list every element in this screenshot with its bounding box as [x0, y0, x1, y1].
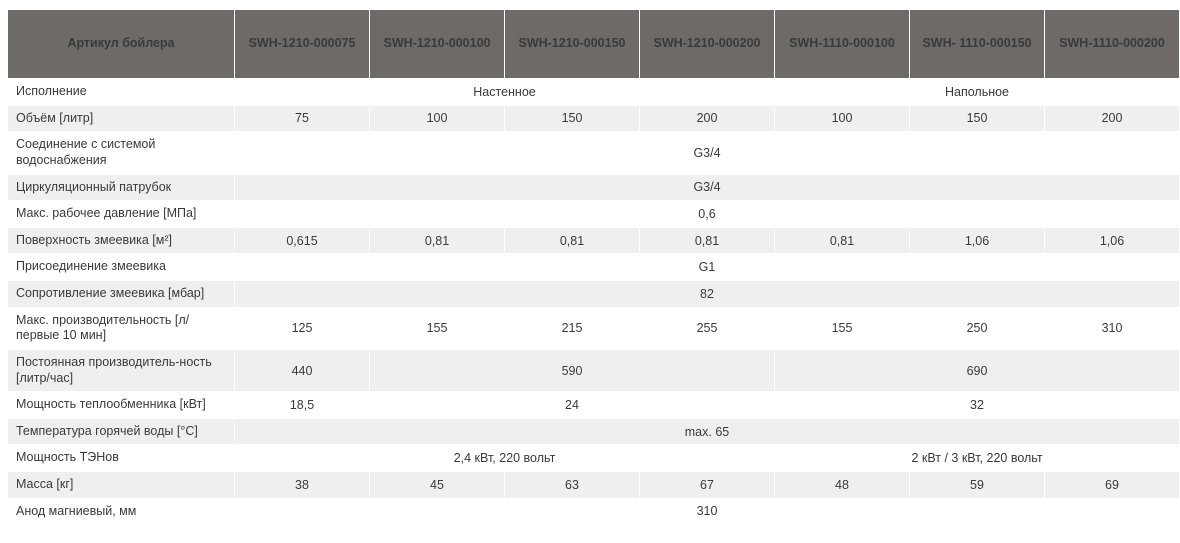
table-row [8, 498, 1180, 525]
row-label: Циркуляционный патрубок [8, 174, 235, 201]
row-label: Температура горячей воды [°С] [8, 418, 235, 445]
row-value: 59 [910, 472, 1045, 499]
table-row [8, 254, 1180, 281]
header-cell-model-2: SWH-1210-000150 [505, 10, 640, 79]
row-label: Присоединение змеевика [8, 254, 235, 281]
table-header-row [8, 10, 1180, 79]
row-value: 0,6 [235, 201, 1180, 228]
row-value: 310 [1045, 307, 1180, 349]
row-value: 69 [1045, 472, 1180, 499]
table-row [8, 79, 1180, 106]
table-body [8, 79, 1180, 525]
row-value: 75 [235, 105, 370, 132]
row-label: Анод магниевый, мм [8, 498, 235, 525]
row-value: 32 [775, 392, 1180, 419]
row-value: Напольное [775, 79, 1180, 106]
header-cell-model-4: SWH-1110-000100 [775, 10, 910, 79]
row-value: G1 [235, 254, 1180, 281]
row-value: G3/4 [235, 174, 1180, 201]
row-value: 150 [505, 105, 640, 132]
row-value: 38 [235, 472, 370, 499]
row-value: 125 [235, 307, 370, 349]
row-value: 18,5 [235, 392, 370, 419]
row-value: 48 [775, 472, 910, 499]
header-cell-model-6: SWH-1110-000200 [1045, 10, 1180, 79]
row-value: 82 [235, 281, 1180, 308]
row-value: 24 [370, 392, 775, 419]
row-label: Мощность теплообменника [кВт] [8, 392, 235, 419]
row-value: 200 [640, 105, 775, 132]
table-row [8, 281, 1180, 308]
row-label: Объём [литр] [8, 105, 235, 132]
row-label: Исполнение [8, 79, 235, 106]
row-value: 0,615 [235, 227, 370, 254]
row-label: Мощность ТЭНов [8, 445, 235, 472]
row-value: 2 кВт / 3 кВт, 220 вольт [775, 445, 1180, 472]
row-value: 0,81 [370, 227, 505, 254]
row-value: 1,06 [910, 227, 1045, 254]
header-cell-article: Артикул бойлера [8, 10, 235, 79]
table-row [8, 227, 1180, 254]
table-row [8, 174, 1180, 201]
row-label: Масса [кг] [8, 472, 235, 499]
row-value: 440 [235, 349, 370, 391]
row-value: G3/4 [235, 132, 1180, 174]
row-value: 155 [370, 307, 505, 349]
table-row [8, 349, 1180, 391]
row-value: 63 [505, 472, 640, 499]
row-value: 1,06 [1045, 227, 1180, 254]
row-value: 67 [640, 472, 775, 499]
row-value: 310 [235, 498, 1180, 525]
row-label: Макс. производительность [л/первые 10 мин] [8, 307, 235, 349]
row-value: 150 [910, 105, 1045, 132]
header-cell-model-5: SWH- 1110-000150 [910, 10, 1045, 79]
row-value: 590 [370, 349, 775, 391]
table-row [8, 472, 1180, 499]
row-value: 215 [505, 307, 640, 349]
row-value: 255 [640, 307, 775, 349]
row-label: Макс. рабочее давление [МПа] [8, 201, 235, 228]
table-row [8, 105, 1180, 132]
table-row [8, 392, 1180, 419]
row-value: max. 65 [235, 418, 1180, 445]
row-value: 0,81 [640, 227, 775, 254]
header-cell-model-3: SWH-1210-000200 [640, 10, 775, 79]
row-label: Поверхность змеевика [м²] [8, 227, 235, 254]
table-row [8, 201, 1180, 228]
table-row [8, 307, 1180, 349]
table-row [8, 418, 1180, 445]
row-value: 690 [775, 349, 1180, 391]
row-value: 200 [1045, 105, 1180, 132]
row-label: Сопротивление змеевика [мбар] [8, 281, 235, 308]
row-label: Соединение с системой водоснабжения [8, 132, 235, 174]
row-value: 155 [775, 307, 910, 349]
table-row [8, 445, 1180, 472]
row-label: Постоянная производитель-ность [литр/час] [8, 349, 235, 391]
boiler-specifications-table [7, 9, 1180, 525]
table-row [8, 132, 1180, 174]
row-value: 0,81 [505, 227, 640, 254]
header-cell-model-0: SWH-1210-000075 [235, 10, 370, 79]
row-value: 250 [910, 307, 1045, 349]
header-cell-model-1: SWH-1210-000100 [370, 10, 505, 79]
row-value: 0,81 [775, 227, 910, 254]
row-value: Настенное [235, 79, 775, 106]
row-value: 45 [370, 472, 505, 499]
row-value: 100 [775, 105, 910, 132]
table-header [8, 10, 1180, 79]
row-value: 2,4 кВт, 220 вольт [235, 445, 775, 472]
row-value: 100 [370, 105, 505, 132]
